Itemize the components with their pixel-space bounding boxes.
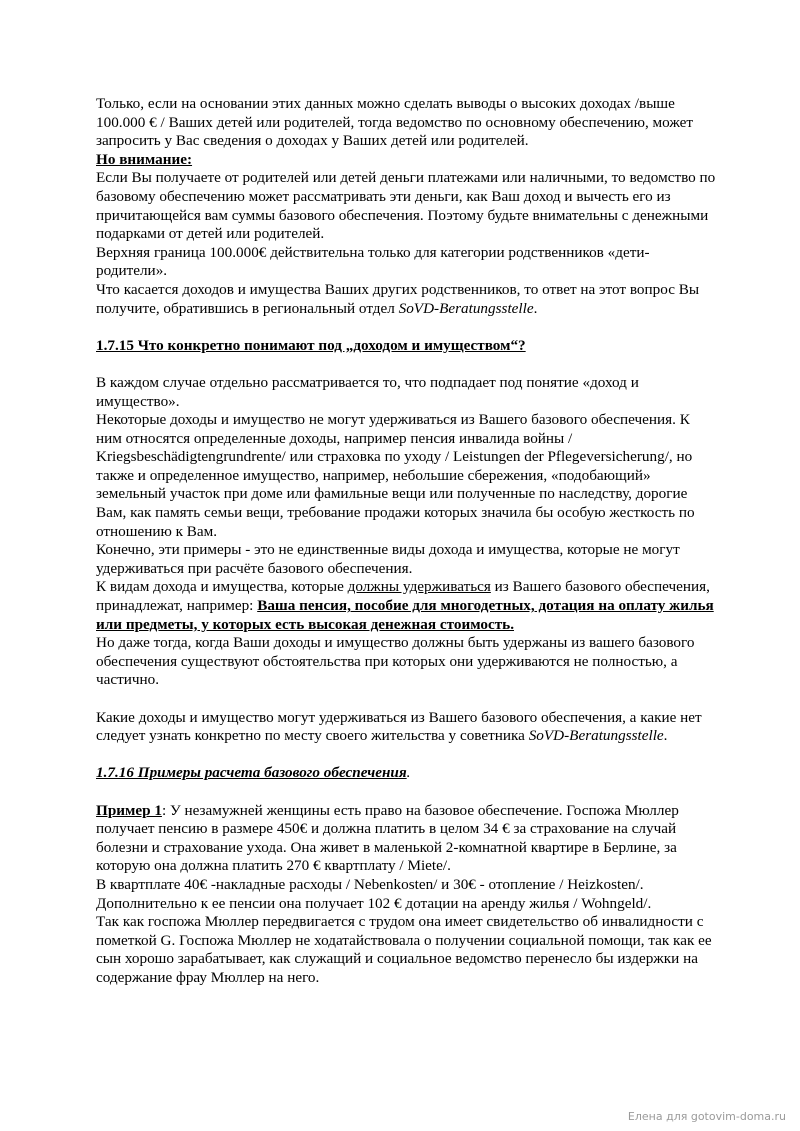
sovd-advisor-name: SoVD-Beratungsstelle bbox=[528, 727, 664, 745]
paragraph-case-by-case: В каждом случае отдельно рассматривается то, что подпадает под понятие «доход и имущество». bbox=[96, 373, 639, 410]
watermark: Елена для gotovim-doma.ru bbox=[627, 1110, 786, 1123]
attention-label: Но внимание: bbox=[96, 150, 193, 168]
paragraph-rent-breakdown: В квартплате 40€ -накладные расходы / Nebenkosten/ и 30€ - отопление / Heizkosten/. bbox=[96, 875, 644, 893]
paragraph-ask-advisor bbox=[96, 709, 716, 746]
section-heading-1-7-16-text: 1.7.16 Примеры расчета базового обеспечения bbox=[96, 764, 407, 782]
deductible-middle: из Вашего базового обеспечения, принадлежат, например: bbox=[96, 578, 710, 615]
deductible-examples: Ваша пенсия, пособие для многодетных, дотация на оплату жилья или предметы, у которых есть высокая денежная стоимость. bbox=[96, 597, 714, 633]
section-heading-1-7-16 bbox=[96, 764, 716, 783]
other-relatives-end: . bbox=[533, 299, 538, 317]
section-heading-1-7-16-dot: . bbox=[406, 764, 411, 782]
paragraph-other-relatives bbox=[96, 281, 716, 318]
paragraph-upper-limit: Верхняя граница 100.000€ действительна только для категории родственников «дети-родители». bbox=[96, 243, 650, 280]
example-1-text: : У незамужней женщины есть право на базовое обеспечение. Госпожа Мюллер получает пенсию в размере 450€ и должна платить в целом 34 € за страхование на случай болезни и страхование ухода. Она живет в маленькой 2-комнатной квартире в Берлине, за которую она должна платить 270 € квартплату / Miete/. bbox=[96, 801, 679, 875]
deductible-underlined: должны удерживаться bbox=[347, 578, 491, 596]
paragraph-example-1 bbox=[96, 802, 716, 876]
ask-advisor-end: . bbox=[663, 727, 668, 745]
paragraph-housing-allowance: Дополнительно к ее пенсии она получает 102 € дотации на аренду жилья / Wohngeld/. bbox=[96, 894, 652, 912]
section-heading-1-7-15: 1.7.15 Что конкретно понимают под „доходом и имуществом“? bbox=[96, 336, 526, 354]
paragraph-partial-deduction: Но даже тогда, когда Ваши доходы и имущество должны быть удержаны из вашего базового обеспечения существуют обстоятельства при которых они удерживаются не полностью, а частично. bbox=[96, 634, 695, 689]
other-relatives-text: Что касается доходов и имущества Ваших других родственников, то ответ на этот вопрос Вы получите, обратившись в региональный отдел bbox=[96, 280, 700, 317]
paragraph-disability: Так как госпожа Мюллер передвигается с трудом она имеет свидетельство об инвалидности с пометкой G. Госпожа Мюллер не ходатайствовала о получении социальной помощи, так как ее сын хорошо зарабатывает, как служащий и социальное ведомство перенесло бы издержки на содержание фрау Мюллер на него. bbox=[96, 913, 712, 986]
paragraph-cash-gifts: Если Вы получаете от родителей или детей деньги платежами или наличными, то ведомство по базовому обеспечению может рассматривать эти деньги, как Ваш доход и вычесть его из причитающейся вам суммы базового обеспечения. Поэтому будьте внимательны с денежными подарками от детей или родителей. bbox=[96, 169, 716, 243]
paragraph-deductible-income bbox=[96, 578, 716, 634]
ask-advisor-text: Какие доходы и имущество могут удерживаться из Вашего базового обеспечения, а какие нет следует узнать конкретно по месту своего жительства у советника bbox=[96, 708, 702, 745]
example-label: Пример 1 bbox=[96, 801, 162, 819]
attention-heading bbox=[96, 151, 716, 170]
document-page bbox=[96, 95, 716, 988]
paragraph-not-only-examples: Конечно, эти примеры - это не единственные виды дохода и имущества, которые не могут удерживаться при расчёте базового обеспечения. bbox=[96, 541, 680, 577]
paragraph-high-income: Только, если на основании этих данных можно сделать выводы о высоких доходах /выше 100.000 € / Ваших детей или родителей, тогда ведомство по основному обеспечению, может запросить у Вас сведения о доходах у Ваших детей или родителей. bbox=[96, 95, 694, 150]
sovd-office-name: SoVD-Beratungsstelle bbox=[398, 299, 534, 317]
paragraph-exempt-income: Некоторые доходы и имущество не могут удерживаться из Вашего базового обеспечения. К ним относятся определенные доходы, например пенсия инвалида войны / Kriegsbeschädigtengrundrente/ или страховка по уходу / Leistungen der Pflegeversicherung/, но также и определенное имущество, например, небольшие сбережения, «подобающий» земельный участок при доме или фамильные вещи или полученные по наследству, дорогие Вам, как память семьи вещи, требование продажи которых значила бы особую жесткость по отношению к Вам. bbox=[96, 411, 695, 540]
deductible-intro: К видам дохода и имущества, которые bbox=[96, 578, 348, 596]
